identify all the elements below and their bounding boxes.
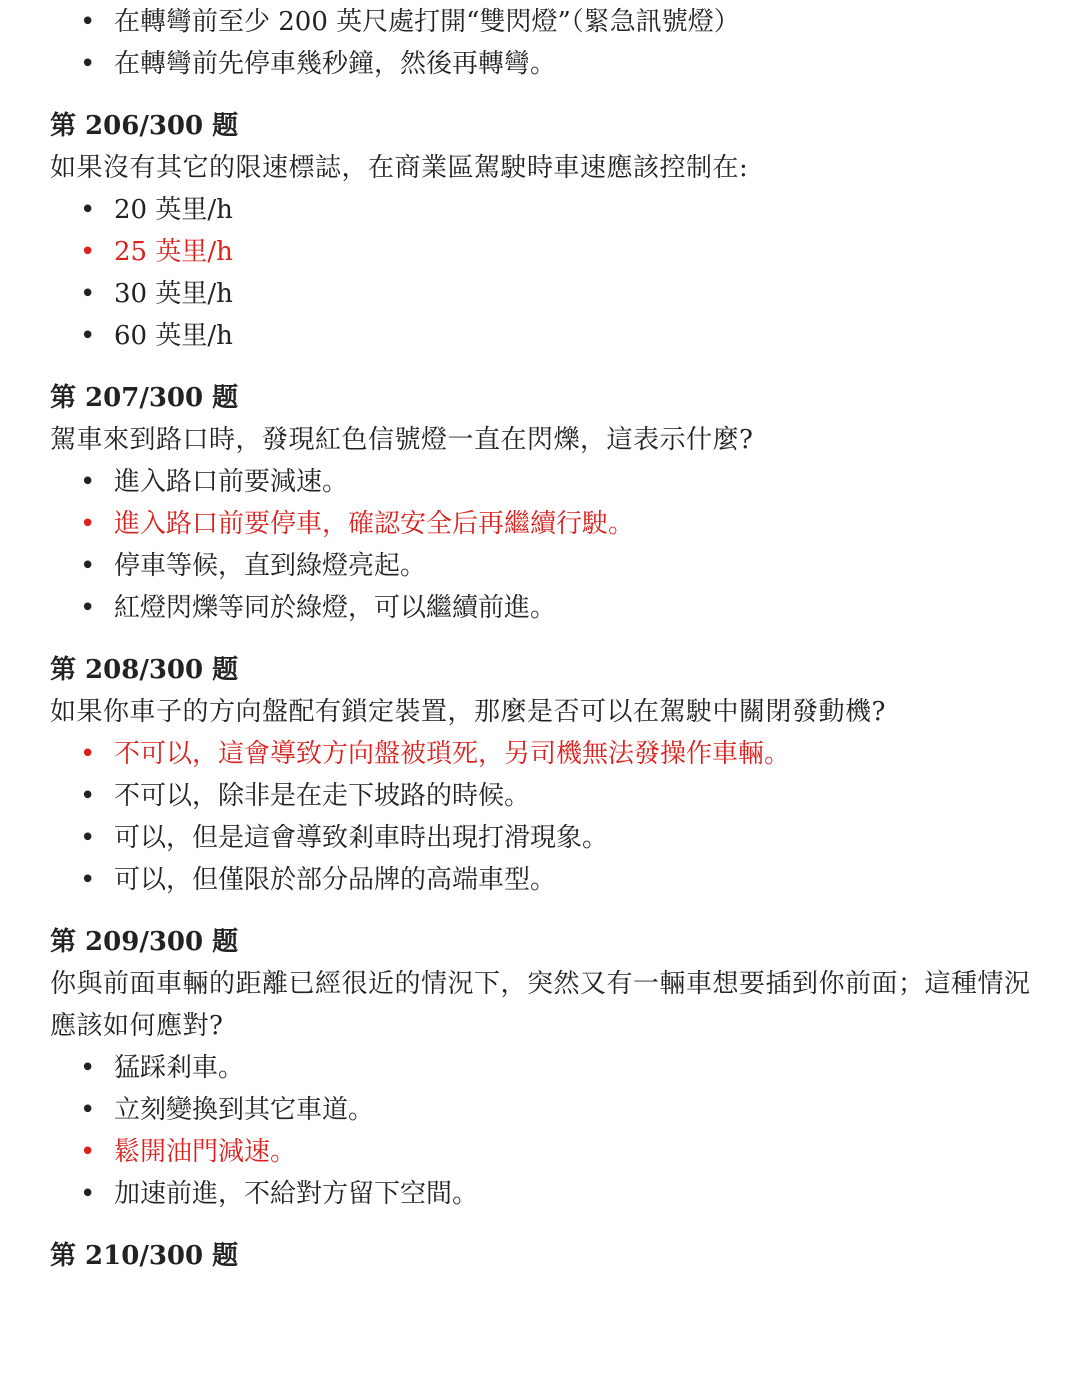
option-list <box>0 733 1080 901</box>
bullet-icon: • <box>80 823 96 853</box>
bullet-icon: • <box>80 49 96 79</box>
option-item <box>0 859 1080 901</box>
option-text: 紅燈閃爍等同於綠燈，可以繼續前進。 <box>114 593 557 623</box>
option-text: 可以，但僅限於部分品牌的高端車型。 <box>114 865 557 895</box>
correct-option-item <box>0 503 1080 545</box>
question-text: 駕車來到路口時，發現紅色信號燈一直在閃爍，這表示什麼? <box>50 425 754 455</box>
option-text: 不可以，這會導致方向盤被瑣死，另司機無法發操作車輛。 <box>114 739 791 769</box>
question-block <box>0 649 1080 901</box>
question-text: 如果沒有其它的限速標誌，在商業區駕駛時車速應該控制在: <box>50 153 749 183</box>
prev-question-options <box>0 1 1080 85</box>
option-item <box>0 1047 1080 1089</box>
bullet-icon: • <box>80 7 96 37</box>
option-list <box>0 461 1080 629</box>
option-text: 鬆開油門減速。 <box>114 1137 297 1167</box>
option-text: 25 英里/h <box>114 237 233 267</box>
bullet-icon: • <box>80 195 96 225</box>
question-title: 第 208/300 题 <box>50 655 239 685</box>
option-list <box>0 1047 1080 1215</box>
option-list <box>0 189 1080 357</box>
option-text: 猛踩剎車。 <box>114 1053 245 1083</box>
option-text: 在轉彎前先停車幾秒鐘，然後再轉彎。 <box>114 49 557 79</box>
question-title: 第 206/300 题 <box>50 111 239 141</box>
option-item <box>0 315 1080 357</box>
correct-option-item <box>0 231 1080 273</box>
question-title: 第 207/300 题 <box>50 383 239 413</box>
option-item <box>0 43 1080 85</box>
question-title: 第 209/300 题 <box>50 927 239 957</box>
bullet-icon: • <box>80 1095 96 1125</box>
option-item <box>0 817 1080 859</box>
question-title: 第 210/300 题 <box>50 1241 239 1271</box>
bullet-icon: • <box>80 593 96 623</box>
correct-option-item <box>0 1131 1080 1173</box>
option-text: 20 英里/h <box>114 195 233 225</box>
bullet-icon: • <box>80 739 96 769</box>
question-text: 如果你車子的方向盤配有鎖定裝置，那麼是否可以在駕駛中關閉發動機? <box>50 697 886 727</box>
option-text: 60 英里/h <box>114 321 233 351</box>
bullet-icon: • <box>80 237 96 267</box>
option-text: 可以，但是這會導致剎車時出現打滑現象。 <box>114 823 609 853</box>
bullet-icon: • <box>80 865 96 895</box>
question-block <box>0 1235 1080 1277</box>
option-text: 停車等候，直到綠燈亮起。 <box>114 551 427 581</box>
option-text: 加速前進，不給對方留下空間。 <box>114 1179 479 1209</box>
bullet-icon: • <box>80 279 96 309</box>
bullet-icon: • <box>80 467 96 497</box>
option-item <box>0 545 1080 587</box>
bullet-icon: • <box>80 1179 96 1209</box>
option-item <box>0 775 1080 817</box>
option-text: 在轉彎前至少 200 英尺處打開“雙閃燈”（緊急訊號燈） <box>114 7 740 37</box>
bullet-icon: • <box>80 509 96 539</box>
question-block <box>0 105 1080 357</box>
option-item <box>0 1089 1080 1131</box>
question-block <box>0 377 1080 629</box>
option-text: 不可以，除非是在走下坡路的時候。 <box>114 781 531 811</box>
correct-option-item <box>0 733 1080 775</box>
question-block <box>0 921 1080 1215</box>
option-text: 進入路口前要減速。 <box>114 467 349 497</box>
bullet-icon: • <box>80 1053 96 1083</box>
option-item <box>0 189 1080 231</box>
option-text: 立刻變換到其它車道。 <box>114 1095 375 1125</box>
bullet-icon: • <box>80 1137 96 1167</box>
option-item <box>0 1 1080 43</box>
option-item <box>0 273 1080 315</box>
bullet-icon: • <box>80 321 96 351</box>
question-text: 你與前面車輛的距離已經很近的情況下，突然又有一輛車想要插到你前面；這種情況應該如何應對? <box>50 969 1031 1041</box>
option-text: 30 英里/h <box>114 279 233 309</box>
option-text: 進入路口前要停車，確認安全后再繼續行駛。 <box>114 509 635 539</box>
option-item <box>0 587 1080 629</box>
bullet-icon: • <box>80 781 96 811</box>
option-item <box>0 461 1080 503</box>
bullet-icon: • <box>80 551 96 581</box>
option-item <box>0 1173 1080 1215</box>
